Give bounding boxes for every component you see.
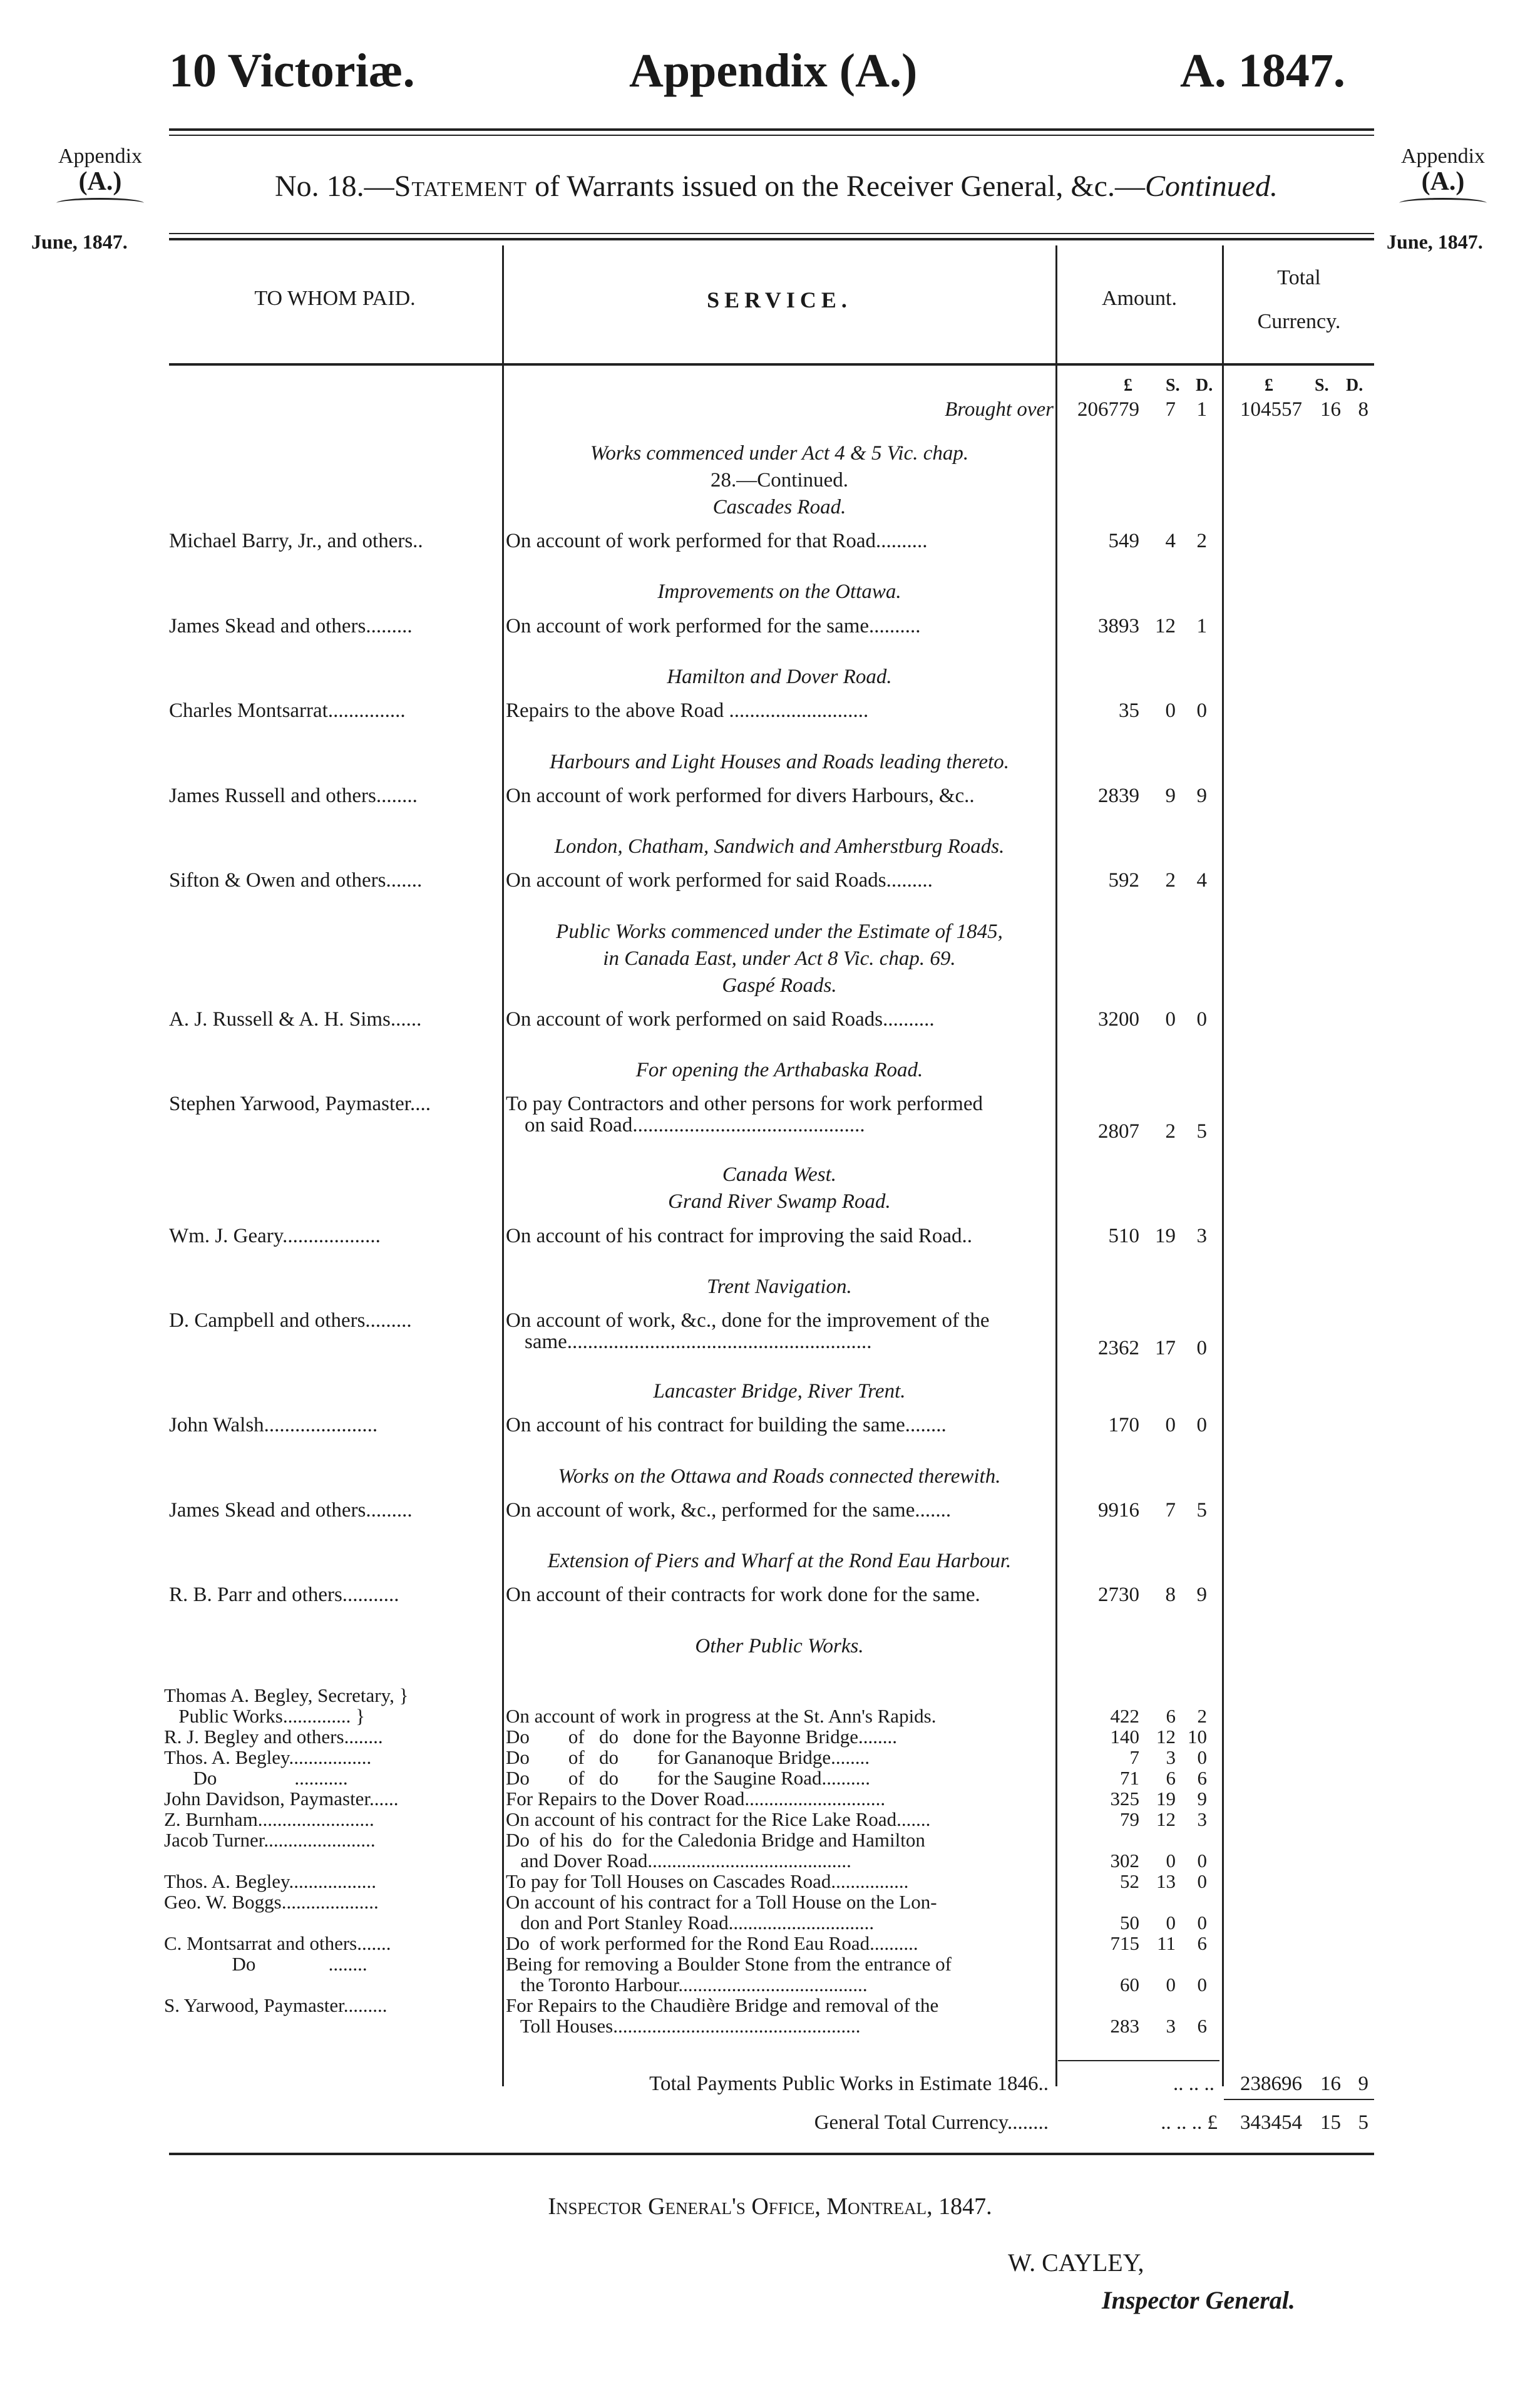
margin-note-left — [38, 145, 163, 209]
service-description: Do of his do for the Caledonia Bridge and Hamilton — [506, 1829, 925, 1851]
brought-over-shillings: 7 — [1165, 398, 1176, 421]
amount-pounds: 592 — [1108, 869, 1139, 892]
header-rule-top — [169, 128, 1374, 131]
unit-shillings-amount: S. — [1166, 376, 1180, 395]
amount-shillings: 9 — [1165, 785, 1176, 807]
payee-name: Stephen Yarwood, Paymaster.... — [169, 1093, 431, 1115]
amount-shillings: 0 — [1166, 1850, 1176, 1872]
title-rest: of Warrants issued on the Receiver General, &c.— — [527, 170, 1145, 203]
margin-left-date: June, 1847. — [31, 230, 128, 253]
amount-pounds: 170 — [1108, 1414, 1139, 1436]
amount-pence: 9 — [1196, 785, 1207, 807]
unit-shillings-total: S. — [1315, 376, 1329, 395]
amount-pounds: 325 — [1110, 1788, 1139, 1810]
service-description: On account of his contract for a Toll House on the Lon- — [506, 1891, 937, 1913]
title-number: No. 18.— — [275, 170, 394, 203]
amount-shillings: 7 — [1165, 1499, 1176, 1522]
service-subheading: Improvements on the Ottawa. — [657, 580, 901, 603]
service-description: don and Port Stanley Road.............................. — [506, 1912, 875, 1934]
service-subheading: 28.—Continued. — [711, 469, 848, 492]
amount-pence: 9 — [1196, 1584, 1207, 1606]
signature-title: Inspector General. — [1102, 2286, 1295, 2314]
service-description: On account of his contract for the Rice Lake Road....... — [506, 1808, 931, 1830]
running-header-right: A. 1847. — [1180, 44, 1345, 97]
amount-pounds: 510 — [1108, 1225, 1139, 1247]
service-description: On account of work performed for divers Harbours, &c.. — [506, 785, 975, 807]
amount-shillings: 3 — [1166, 2015, 1176, 2037]
amount-pounds: 2839 — [1098, 785, 1139, 807]
amount-pence: 4 — [1196, 869, 1207, 892]
amount-pence: 9 — [1197, 1788, 1207, 1810]
service-description: For Repairs to the Chaudière Bridge and removal of the — [506, 1994, 939, 2016]
amount-shillings: 2 — [1165, 869, 1176, 892]
brought-over-pounds: 206779 — [1077, 398, 1139, 421]
service-subheading: Canada West. — [722, 1163, 837, 1186]
title-continued: Continued. — [1144, 170, 1278, 203]
amount-pounds: 2730 — [1098, 1584, 1139, 1606]
amount-pounds: 2362 — [1098, 1337, 1139, 1359]
payee-name: D. Campbell and others......... — [169, 1309, 412, 1332]
service-description: Do of work performed for the Rond Eau Road.......... — [506, 1932, 918, 1954]
amount-shillings: 19 — [1156, 1788, 1176, 1810]
col-head-amount: Amount. — [1102, 287, 1177, 310]
total-public-works-label: Total Payments Public Works in Estimate 1846.. — [649, 2073, 1049, 2095]
service-subheading: Cascades Road. — [712, 496, 846, 518]
amount-pence: 0 — [1197, 1912, 1207, 1934]
amount-shillings: 19 — [1155, 1225, 1176, 1247]
amount-pounds: 3200 — [1098, 1008, 1139, 1031]
service-subheading: Extension of Piers and Wharf at the Rond Eau Harbour. — [547, 1550, 1012, 1572]
brought-over-pence: 1 — [1196, 398, 1207, 421]
amount-pence: 0 — [1197, 1850, 1207, 1872]
column-head-rule — [169, 363, 1374, 366]
service-subheading: Harbours and Light Houses and Roads leading thereto. — [550, 751, 1009, 773]
amount-pounds: 422 — [1110, 1705, 1139, 1727]
running-header-center: Appendix (A.) — [629, 44, 918, 97]
amount-pounds: 283 — [1110, 2015, 1139, 2037]
payee-name: Jacob Turner....................... — [164, 1829, 376, 1851]
service-subheading: Other Public Works. — [695, 1635, 864, 1657]
brought-over-total-shillings: 16 — [1320, 398, 1341, 421]
amount-shillings: 12 — [1155, 615, 1176, 637]
unit-pence-amount: D. — [1196, 376, 1213, 395]
service-subheading: Grand River Swamp Road. — [668, 1190, 891, 1213]
service-description: On account of work performed on said Roads.......... — [506, 1008, 935, 1031]
amount-shillings: 12 — [1156, 1726, 1176, 1748]
service-subheading: Works commenced under Act 4 & 5 Vic. chap. — [590, 442, 969, 465]
amount-sum-rule — [1058, 2060, 1219, 2061]
service-subheading: Trent Navigation. — [707, 1275, 852, 1298]
col-head-service: SERVICE. — [707, 287, 852, 312]
amount-pence: 0 — [1196, 1008, 1207, 1031]
amount-shillings: 6 — [1166, 1767, 1176, 1789]
service-subheading: London, Chatham, Sandwich and Amherstburg Roads. — [554, 835, 1005, 858]
payee-name: C. Montsarrat and others....... — [164, 1932, 391, 1954]
amount-pounds: 7 — [1129, 1746, 1139, 1768]
amount-shillings: 2 — [1165, 1120, 1176, 1143]
payee-name: Charles Montsarrat............... — [169, 699, 406, 722]
title-statement: Statement — [394, 170, 528, 203]
statement-title — [219, 169, 1333, 203]
margin-left-label: Appendix — [58, 145, 143, 168]
col-head-payee: TO WHOM PAID. — [254, 287, 416, 310]
total-public-works-pence: 9 — [1358, 2073, 1368, 2095]
col-head-total-2: Currency. — [1257, 310, 1341, 333]
amount-shillings: 6 — [1166, 1705, 1176, 1727]
service-description: the Toronto Harbour....................................... — [506, 1974, 868, 1996]
payee-name: James Skead and others......... — [169, 615, 413, 637]
general-total-dots: .. .. .. £ — [1161, 2111, 1218, 2134]
amount-shillings: 13 — [1156, 1870, 1176, 1892]
amount-pence: 0 — [1197, 1870, 1207, 1892]
footer-office: Inspector General's Office, Montreal, 1847. — [548, 2193, 992, 2220]
service-description: To pay for Toll Houses on Cascades Road................ — [506, 1870, 909, 1892]
margin-right-label: Appendix — [1400, 145, 1486, 168]
table-bottom-rule — [169, 2153, 1374, 2155]
service-subheading: Hamilton and Dover Road. — [667, 666, 892, 688]
general-total-shillings: 15 — [1320, 2111, 1341, 2134]
general-total-label: General Total Currency........ — [814, 2111, 1049, 2134]
margin-right-date: June, 1847. — [1387, 230, 1483, 253]
payee-name: James Skead and others......... — [169, 1499, 413, 1522]
amount-shillings: 11 — [1157, 1932, 1176, 1954]
service-description: and Dover Road.......................................... — [506, 1850, 851, 1872]
service-description-continued: on said Road............................................. — [525, 1114, 865, 1136]
amount-pounds: 35 — [1119, 699, 1139, 722]
payee-name: R. J. Begley and others........ — [164, 1726, 383, 1748]
amount-pounds: 9916 — [1098, 1499, 1139, 1522]
total-sum-rule — [1224, 2099, 1374, 2100]
service-description: Do of do done for the Bayonne Bridge........ — [506, 1726, 898, 1748]
amount-pence: 2 — [1197, 1705, 1207, 1727]
amount-shillings: 17 — [1155, 1337, 1176, 1359]
service-description: On account of his contract for building the same........ — [506, 1414, 947, 1436]
header-rule-bottom — [169, 135, 1374, 136]
payee-name: John Davidson, Paymaster...... — [164, 1788, 399, 1810]
margin-left-ref: (A.) — [78, 167, 122, 196]
amount-pence: 0 — [1196, 699, 1207, 722]
amount-pence: 10 — [1188, 1726, 1207, 1748]
service-description: On account of work in progress at the St. Ann's Rapids. — [506, 1705, 937, 1727]
amount-pounds: 140 — [1110, 1726, 1139, 1748]
service-description: Repairs to the above Road ........................... — [506, 699, 869, 722]
amount-pence: 3 — [1196, 1225, 1207, 1247]
amount-shillings: 0 — [1165, 699, 1176, 722]
amount-pounds: 302 — [1110, 1850, 1139, 1872]
amount-pounds: 71 — [1120, 1767, 1139, 1789]
payee-name: Do ........... — [164, 1767, 348, 1789]
service-description: For Repairs to the Dover Road............................. — [506, 1788, 886, 1810]
payee-name: Public Works.............. } — [164, 1705, 365, 1727]
amount-pounds: 549 — [1108, 530, 1139, 552]
total-public-works-dots: .. .. .. — [1173, 2073, 1214, 2095]
payee-name: Z. Burnham........................ — [164, 1808, 374, 1830]
title-rule-top — [169, 233, 1374, 234]
amount-pounds: 52 — [1120, 1870, 1139, 1892]
payee-name: Thos. A. Begley.................. — [164, 1870, 376, 1892]
title-rule-bottom — [169, 238, 1374, 240]
service-description: Toll Houses................................................... — [506, 2015, 861, 2037]
service-description: On account of his contract for improving the said Road.. — [506, 1225, 973, 1247]
margin-left-brace — [56, 198, 144, 209]
amount-pence: 6 — [1197, 1767, 1207, 1789]
amount-pounds: 2807 — [1098, 1120, 1139, 1143]
payee-name: Michael Barry, Jr., and others.. — [169, 530, 423, 552]
payee-name: James Russell and others........ — [169, 785, 418, 807]
running-header-left: 10 Victoriæ. — [169, 44, 415, 97]
total-public-works-pounds: 238696 — [1240, 2073, 1302, 2095]
amount-shillings: 3 — [1166, 1746, 1176, 1768]
amount-pence: 5 — [1196, 1499, 1207, 1522]
service-subheading: Gaspé Roads. — [722, 974, 837, 997]
service-description: To pay Contractors and other persons for work performed — [506, 1093, 983, 1115]
general-total-pounds: 343454 — [1240, 2111, 1302, 2134]
amount-pence: 5 — [1196, 1120, 1207, 1143]
payee-name: Wm. J. Geary................... — [169, 1225, 381, 1247]
margin-right-brace — [1399, 198, 1487, 209]
service-description: On account of work, &c., done for the improvement of the — [506, 1309, 990, 1332]
amount-shillings: 0 — [1166, 1974, 1176, 1996]
amount-pounds: 715 — [1110, 1932, 1139, 1954]
service-subheading: in Canada East, under Act 8 Vic. chap. 69. — [603, 947, 956, 970]
margin-right-ref: (A.) — [1421, 167, 1465, 196]
service-description: On account of work performed for the same.......... — [506, 615, 921, 637]
amount-pence: 6 — [1197, 2015, 1207, 2037]
payee-name: Do ........ — [164, 1953, 367, 1975]
service-description: On account of work, &c., performed for the same....... — [506, 1499, 952, 1522]
col-head-total-1: Total — [1277, 266, 1321, 289]
amount-shillings: 8 — [1165, 1584, 1176, 1606]
service-description: On account of work performed for that Road.......... — [506, 530, 928, 552]
amount-pounds: 79 — [1120, 1808, 1139, 1830]
brought-over-total-pounds: 104557 — [1240, 398, 1302, 421]
brought-over-total-pence: 8 — [1358, 398, 1368, 421]
amount-pence: 0 — [1197, 1974, 1207, 1996]
total-public-works-shillings: 16 — [1320, 2073, 1341, 2095]
amount-shillings: 12 — [1156, 1808, 1176, 1830]
service-subheading: Public Works commenced under the Estimate of 1845, — [556, 920, 1003, 943]
service-description-continued: same........................................................... — [525, 1331, 872, 1353]
payee-name: John Walsh...................... — [169, 1414, 378, 1436]
payee-name: Sifton & Owen and others....... — [169, 869, 423, 892]
service-subheading: Lancaster Bridge, River Trent. — [653, 1380, 906, 1403]
amount-column-divider — [1222, 245, 1224, 2086]
amount-pence: 0 — [1196, 1414, 1207, 1436]
payee-name: R. B. Parr and others........... — [169, 1584, 399, 1606]
service-description: Do of do for the Saugine Road.......... — [506, 1767, 871, 1789]
amount-shillings: 0 — [1165, 1414, 1176, 1436]
amount-pence: 2 — [1196, 530, 1207, 552]
amount-pounds: 60 — [1120, 1974, 1139, 1996]
amount-pence: 1 — [1196, 615, 1207, 637]
brought-over-label: Brought over — [945, 398, 1054, 421]
margin-note-right — [1380, 145, 1506, 209]
payee-name: Geo. W. Boggs.................... — [164, 1891, 379, 1913]
service-subheading: Works on the Ottawa and Roads connected therewith. — [558, 1465, 1001, 1488]
amount-shillings: 0 — [1166, 1912, 1176, 1934]
general-total-pence: 5 — [1358, 2111, 1368, 2134]
amount-shillings: 0 — [1165, 1008, 1176, 1031]
payee-name: Thos. A. Begley................. — [164, 1746, 372, 1768]
amount-pence: 6 — [1197, 1932, 1207, 1954]
amount-shillings: 4 — [1165, 530, 1176, 552]
signature-name: W. CAYLEY, — [1008, 2248, 1144, 2277]
service-description: On account of work performed for said Roads......... — [506, 869, 933, 892]
unit-pounds-amount: £ — [1124, 376, 1132, 395]
service-column-divider — [1055, 245, 1057, 2086]
service-subheading: For opening the Arthabaska Road. — [635, 1059, 923, 1081]
amount-pence: 0 — [1196, 1337, 1207, 1359]
amount-pence: 0 — [1197, 1746, 1207, 1768]
amount-pounds: 50 — [1120, 1912, 1139, 1934]
payee-name: Thomas A. Begley, Secretary, } — [164, 1684, 409, 1706]
service-description: On account of their contracts for work done for the same. — [506, 1584, 980, 1606]
amount-pence: 3 — [1197, 1808, 1207, 1830]
service-description: Being for removing a Boulder Stone from the entrance of — [506, 1953, 952, 1975]
service-description: Do of do for Gananoque Bridge........ — [506, 1746, 870, 1768]
amount-pounds: 3893 — [1098, 615, 1139, 637]
payee-name: S. Yarwood, Paymaster......... — [164, 1994, 388, 2016]
unit-pounds-total: £ — [1265, 376, 1273, 395]
unit-pence-total: D. — [1346, 376, 1363, 395]
payee-name: A. J. Russell & A. H. Sims...... — [169, 1008, 422, 1031]
